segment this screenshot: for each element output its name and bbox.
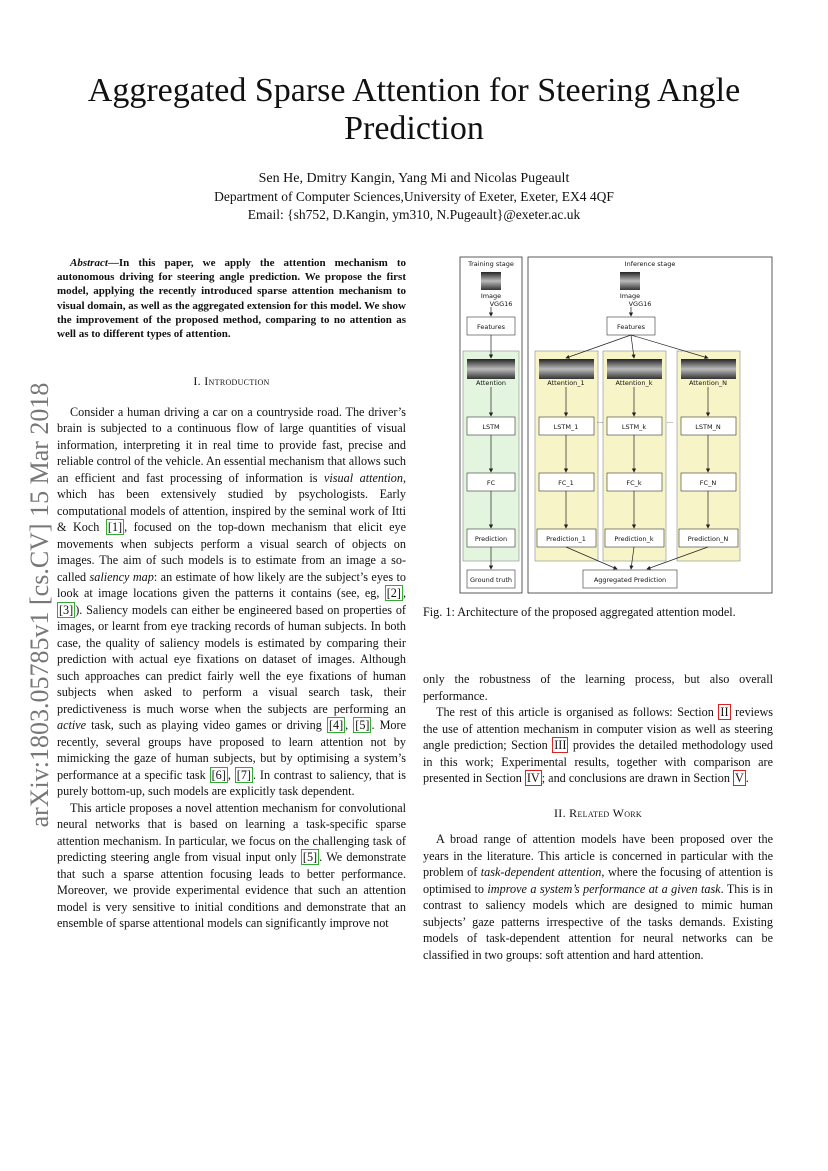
related-paragraph-1 [423,831,773,963]
prediction-k-label: Prediction_k [614,535,654,543]
lstm-1-label: LSTM_1 [553,423,579,431]
image-label: Image [480,292,502,300]
citation-link[interactable]: [3] [59,602,74,617]
text: reviews the use of attention mechanism in computer vision as well as steering angle prediction; Section [423,705,774,752]
prediction-n-label: Prediction_N [687,535,729,543]
attention-1-image [539,359,594,379]
text: : an estimate of how likely are the subject’s eyes to look at image locations given the patterns it contains (see, eg, [57,569,406,600]
right-column [423,671,773,963]
citation-link[interactable]: [1] [107,520,123,534]
input-image-infer [620,272,640,290]
text: . More recently, several groups have proposed to learn attention not by mimicking the gaze of human subjects, but by optimising a system’s performance at a specific task [57,718,406,782]
citation-link[interactable]: [7] [236,767,251,782]
figure-architecture [457,255,775,595]
features-label: Features [617,323,645,331]
text: task, such as playing video games or driving [86,718,327,732]
section-heading-introduction: I. Introduction [193,374,270,388]
fc-k-label: FC_k [626,479,642,487]
attention-k-label: Attention_k [615,379,653,387]
paper-title [60,72,768,148]
attention-n-label: Attention_N [688,379,728,387]
prediction-1-label: Prediction_1 [546,535,586,543]
right-paragraph-2: The rest of this article is organised as follows: Section II reviews the use of attention mechanism in computer vision as well as steering angle prediction; Section III provides the detailed methodology used in this work; Experimental results, together with comparison are presented in Section IV ; and conclusions are drawn in Section V . [423,705,774,785]
section-link[interactable]: II [720,705,729,719]
figure-caption: Fig. 1: Architecture of the proposed aggregated attention model. [423,605,736,619]
vgg-label: VGG16 [489,300,513,308]
abstract-text: —In this paper, we apply the attention mechanism to autonomous driving for steering angle prediction. We propose the first model, applying the recently introduced sparse attention mechanism to visual domain, as well as the aggregated extension for this model. We show the improvement of the proposed method, comparing to no attention as well as to different types of attention. [57,257,406,341]
email: Email: {sh752, D.Kangin, ym310, N.Pugeault}@exeter.ac.uk [247,207,581,222]
title-line-2: Prediction [344,110,484,147]
section-heading-related-work: II. Related Work [553,805,642,820]
emphasis: task-dependent attention [480,865,602,879]
abstract-label: Abstract [70,257,108,269]
abstract [57,256,406,341]
arxiv-sidebar [20,355,60,855]
attention-1-label: Attention_1 [547,379,585,387]
text: A broad range of attention models have been proposed over the years in the literature. This article is concerned in particular with the problem of [423,832,773,879]
citation-link[interactable]: [4] [328,718,344,732]
lstm-k-label: LSTM_k [621,423,647,431]
text: , focused on the top-down mechanism that elicit eye movements when subjects perform a visual search of objects on images. The aim of such models is to estimate from an image a so-called [57,520,406,584]
emphasis: saliency map [89,569,154,584]
text: . This is in contrast to saliency models which are designed to mimic human subjects’ gaze patterns irrespective of the tasks demands. Existing models of task-dependent attention for neural networks can be classified in two groups: soft attention and hard attention. [423,881,773,962]
attention-image-train [467,359,515,379]
author-names: Sen He, Dmitry Kangin, Yang Mi and Nicolas Pugeault [258,171,570,186]
text: , which has been extensively studied by psychologists. Early computational models of attention, inspired by the seminal work of Itti & Koch [57,470,406,534]
right-paragraph-1: only the robustness of the learning process, but also overall performance. [423,672,773,703]
emphasis: visual attention [324,470,403,485]
emphasis: improve a system’s performance at a given task [487,881,721,896]
fc-1-label: FC_1 [558,479,574,487]
text: provides the detailed methodology used in this work; Experimental results, together with comparison are presented in Section [423,738,773,785]
attention-k-image [607,359,662,379]
arxiv-id: arXiv:1803.05785v1 [cs.CV] 15 Mar 2018 [25,382,54,828]
fc-n-label: FC_N [699,479,717,487]
ground-truth-label: Ground truth [470,576,512,584]
text: This article proposes a novel attention mechanism for convolutional neural networks that is based on learning a task-specific sparse attention mechanism. In particular, we focus on the challenging task of predicting steering angle from visual input only [57,800,406,864]
ellipsis: ... [666,417,674,425]
attention-label: Attention [476,379,506,387]
text: The rest of this article is organised as follows: Section [436,705,719,719]
text: Consider a human driving a car on a countryside road. The driver’s brain is subjected to a continuous flow of large quantities of visual information, interpreting it in real time to provide fast, precise and reliable control of the vehicle. An essential mechanism that allows such an efficient and fast processing of information is [57,404,406,485]
training-stage-label: Training stage [468,260,514,268]
attention-n-image [681,359,736,379]
section-link[interactable]: III [554,738,567,752]
vgg-label: VGG16 [628,300,652,308]
text: ). Saliency models can either be engineered based on properties of images, or learnt from eye tracking records of human subjects. In both case, the quality of saliency models is estimated by comparing their prediction with actual eye fixations on dataset of images. Although such approaches can predict fairly well the eye fixations of human subjects when asked to perform a visual search task, their predictiveness is much worse when the subjects are performing an [57,602,406,716]
intro-paragraph-2 [57,800,406,932]
section-link[interactable]: IV [526,771,540,785]
text: . We demonstrate that such a sparse attention focusing leads to better performance. Moreover, we provide experimental evidence that such an attention model is very sensitive to initial conditions and demonstrate that an ensemble of sparse attentional models can significantly improve not [57,850,407,930]
author-block [60,170,768,224]
intro-paragraph-1: Consider a human driving a car on a countryside road. The driver’s brain is subjected to a continuous flow of large quantities of visual information, interpreting it in real time to provide fast, precise and reliable control of the vehicle. An essential mechanism that allows such an efficient and fast processing of information is visual attention, which has been extensively studied by psychologists. Early computational models of attention, inspired by the seminal work of Itti & Koch [1] , focused on the top-down mechanism that elicit eye movements when subjects perform a visual search of objects on images. The aim of such models is to estimate from an image a so-called saliency map: an estimate of how likely are the subject’s eyes to look at image locations given the patterns it contains (see, eg, [2] , [3] ). Saliency models can either be engineered based on properties of images, or learnt from eye tracking records of human subjects. In both case, the quality of saliency models is estimated by comparing their prediction with actual eye fixations on dataset of images. Although such approaches can predict fairly well the eye fixations of human subjects when asked to perform a visual search task, their predictiveness is much worse when the subjects are performing an active task, such as playing video games or driving [4] , [5] . More recently, several groups have proposed to learn attention not by mimicking the gaze of human subjects, but by optimising a system’s performance at a specific task [6] , [7] . In contrast to saliency, that is purely bottom-up, such models are explicitly task dependent. [57,404,407,798]
text: ; and conclusions are drawn in Section [541,771,733,785]
fc-label: FC [486,479,496,487]
prediction-label: Prediction [474,535,508,543]
left-column [57,373,406,932]
citation-link[interactable]: [6] [211,767,226,782]
text: , where the focusing of attention is optimised to [423,865,773,896]
image-label: Image [619,292,641,300]
features-label: Features [477,323,505,331]
emphasis: active [57,718,87,732]
text: . In contrast to saliency, that is purely bottom-up, such models are explicitly task dependent. [57,767,407,798]
citation-link[interactable]: [5] [355,718,370,732]
ellipsis: ... [596,417,604,425]
affiliation: Department of Computer Sciences,University of Exeter, Exeter, EX4 4QF [214,189,614,204]
inference-stage-label: Inference stage [624,260,676,268]
architecture-diagram [457,255,775,595]
lstm-n-label: LSTM_N [695,423,721,431]
lstm-label: LSTM [482,423,500,431]
citation-link[interactable]: [2] [386,586,401,600]
citation-link[interactable]: [5] [302,850,318,864]
title-line-1: Aggregated Sparse Attention for Steering Angle [87,72,741,109]
aggregated-prediction-label: Aggregated Prediction [593,576,667,584]
section-link[interactable]: V [734,771,744,785]
input-image-train [481,272,501,290]
